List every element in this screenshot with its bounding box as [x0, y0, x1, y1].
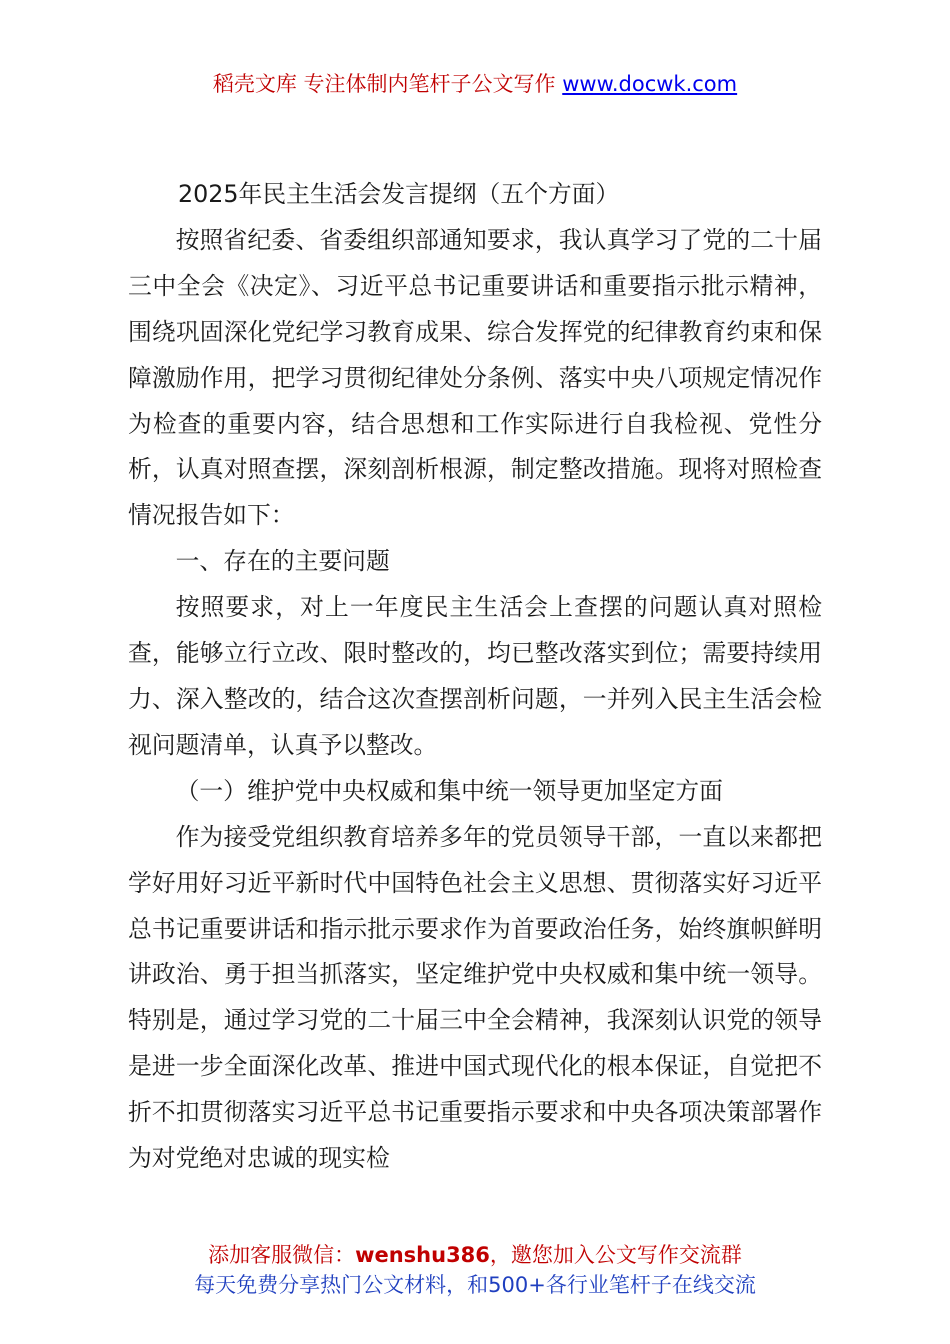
page-footer [0, 1240, 950, 1300]
footer-promo-line: 每天免费分享热门公文材料，和500+各行业笔杆子在线交流 [194, 1273, 756, 1297]
footer-contact-line [0, 1240, 950, 1270]
document-body [128, 172, 822, 1182]
section-1-heading: 一、存在的主要问题 [175, 547, 390, 576]
footer-contact-suffix: ，邀您加入公文写作交流群 [489, 1243, 742, 1267]
section-1-paragraph: 按照要求，对上一年度民主生活会上查摆的问题认真对照检查，能够立行立改、限时整改的，均已整改落实到位；需要持续用力、深入整改的，结合这次查摆剖析问题，一并列入民主生活会检视问题清单，认真予以整改。 [128, 593, 822, 759]
subsection-1-paragraph: 作为接受党组织教育培养多年的党员领导干部，一直以来都把学好用好习近平新时代中国特色社会主义思想、贯彻落实好习近平总书记重要讲话和指示批示要求作为首要政治任务，始终旗帜鲜明讲政治、勇于担当抓落实，坚定维护党中央权威和集中统一领导。特别是，通过学习党的二十届三中全会精神，我深刻认识党的领导是进一步全面深化改革、推进中国式现代化的根本保证，自觉把不折不扣贯彻落实习近平总书记重要指示要求和中央各项决策部署作为对党绝对忠诚的现实检 [128, 822, 822, 1173]
page-header [0, 68, 950, 100]
footer-contact-prefix: 添加客服微信： [208, 1243, 356, 1267]
intro-paragraph: 按照省纪委、省委组织部通知要求，我认真学习了党的二十届三中全会《决定》、习近平总书记重要讲话和重要指示批示精神，围绕巩固深化党纪学习教育成果、综合发挥党的纪律教育约束和保障激励作用，把学习贯彻纪律处分条例、落实中央八项规定情况作为检查的重要内容，结合思想和工作实际进行自我检视、党性分析，认真对照查摆，深刻剖析根源，制定整改措施。现将对照检查情况报告如下： [128, 225, 822, 530]
footer-wechat-id: wenshu386 [355, 1243, 490, 1267]
header-website-link[interactable]: www.docwk.com [562, 72, 738, 96]
header-brand-text: 稻壳文库 专注体制内笔杆子公文写作 [212, 72, 556, 96]
document-title: 2025年民主生活会发言提纲（五个方面） [178, 180, 620, 208]
subsection-1-heading: （一）维护党中央权威和集中统一领导更加坚定方面 [175, 776, 723, 805]
